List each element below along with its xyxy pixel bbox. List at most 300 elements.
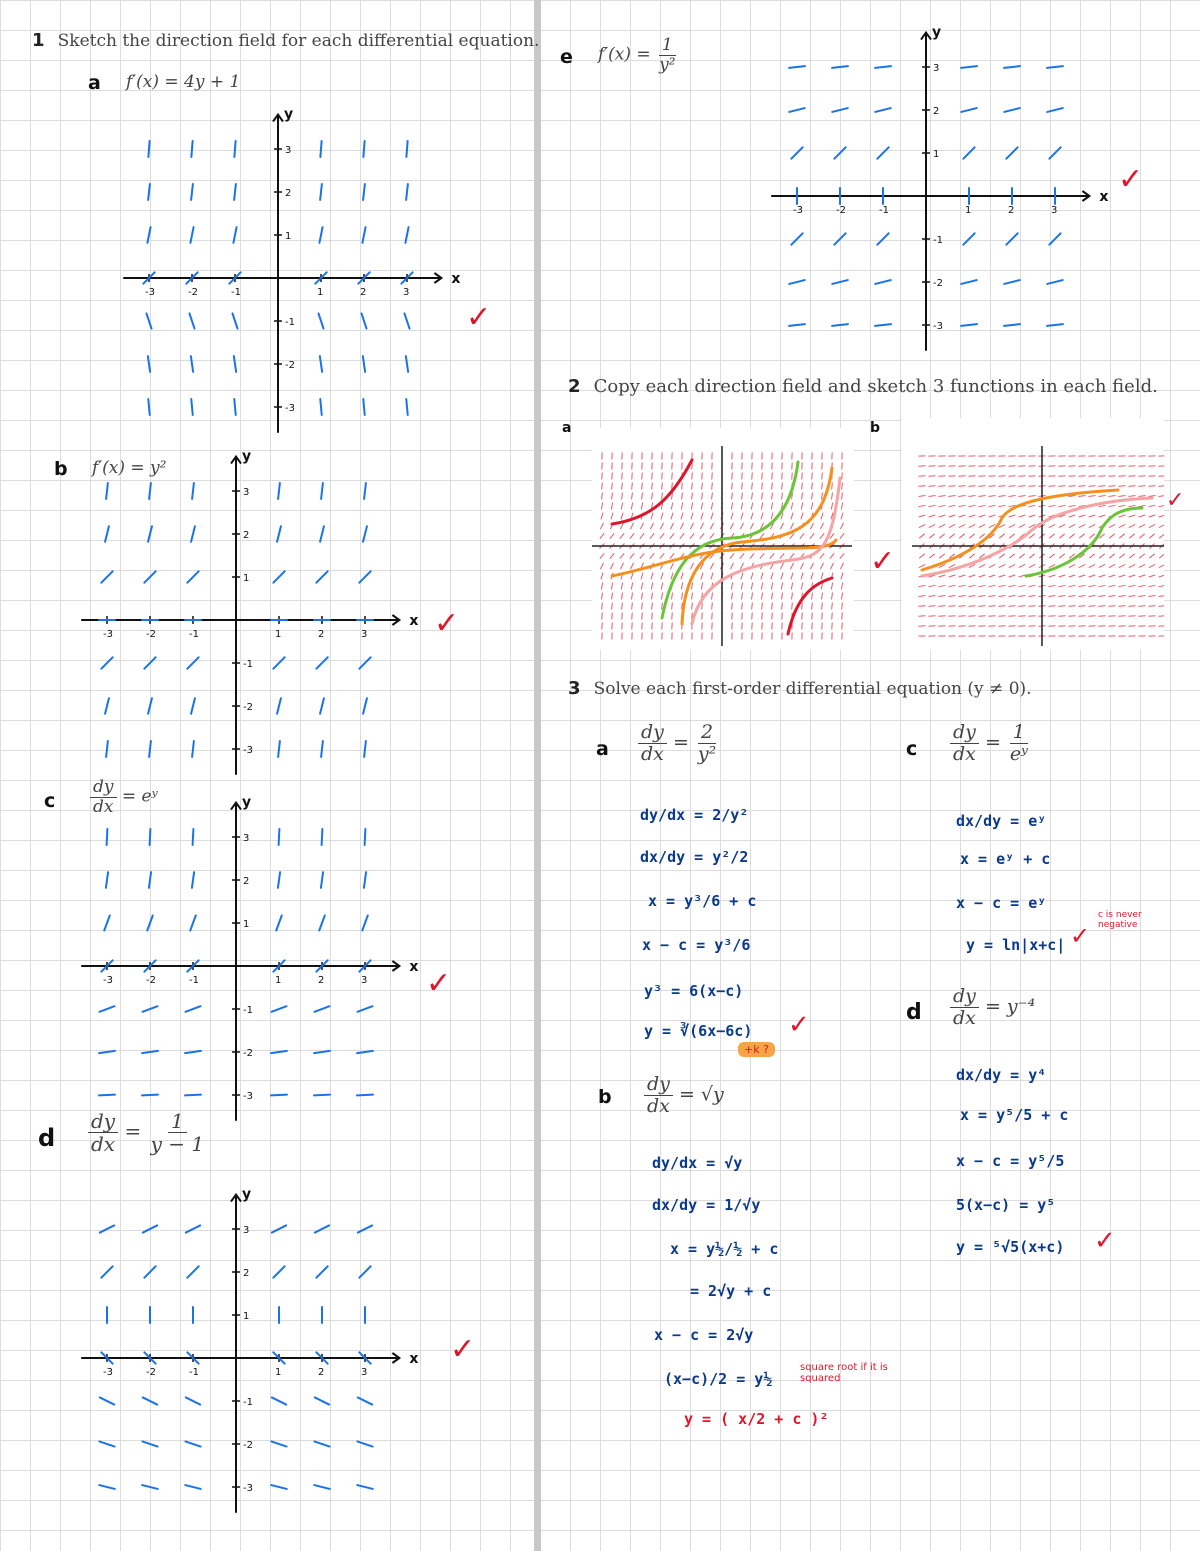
slope-mark	[712, 493, 713, 500]
slope-mark	[732, 493, 733, 500]
slope-mark	[622, 603, 623, 610]
slope-mark	[1059, 534, 1064, 538]
x-tick-label: -1	[879, 205, 889, 216]
slope-mark	[1079, 486, 1086, 487]
y-tick-label: 3	[243, 833, 250, 844]
slope-mark	[1029, 505, 1036, 506]
slope-mark	[680, 523, 683, 529]
slope-mark	[832, 493, 833, 500]
q3c-label: c	[906, 738, 918, 760]
slope-mark	[1159, 505, 1164, 506]
y-tick-label: -1	[243, 1397, 253, 1408]
q1d-equation: $\frac{dy}{dx}$ = $\frac{1}{y - 1}$	[88, 1110, 207, 1155]
slope-mark	[959, 524, 965, 527]
slope-mark	[1029, 476, 1036, 477]
slope-mark	[319, 915, 325, 930]
slope-mark	[359, 657, 370, 668]
slope-mark	[1139, 524, 1145, 527]
slope-mark	[1119, 564, 1125, 567]
slope-mark	[190, 915, 196, 930]
slope-mark	[780, 523, 783, 529]
slope-mark	[185, 1441, 200, 1446]
slope-mark	[1006, 147, 1017, 158]
slope-mark	[632, 493, 633, 500]
slope-mark	[989, 505, 996, 506]
checkmark-icon: ✓	[434, 606, 460, 641]
slope-mark	[832, 108, 848, 112]
slope-mark	[1029, 564, 1035, 567]
slope-mark	[840, 533, 844, 538]
slope-mark	[691, 513, 693, 520]
slope-mark	[1004, 108, 1020, 112]
slope-mark	[660, 553, 664, 558]
slope-mark	[782, 593, 783, 600]
slope-mark	[1149, 554, 1154, 558]
x-tick-label: -3	[103, 629, 113, 640]
slope-mark	[1004, 66, 1020, 68]
slope-mark	[929, 505, 936, 506]
slope-mark	[949, 524, 955, 527]
slope-mark	[999, 496, 1006, 497]
slope-mark	[314, 1095, 330, 1096]
slope-mark	[620, 553, 624, 558]
slope-mark	[772, 593, 773, 600]
slope-mark	[1079, 616, 1086, 617]
q3d-step-1: dx/dy = y⁴	[956, 1066, 1047, 1084]
slope-mark	[107, 829, 108, 845]
slope-mark	[1099, 616, 1106, 617]
slope-mark	[1109, 596, 1116, 597]
slope-mark	[782, 493, 783, 500]
q3d-step-4: 5(x−c) = y⁵	[956, 1196, 1056, 1214]
slope-mark	[147, 915, 153, 930]
slope-mark	[191, 184, 193, 200]
slope-mark	[939, 534, 944, 538]
q3b-equation: $\frac{dy}{dx}$ = √y	[644, 1074, 724, 1117]
slope-mark	[800, 533, 804, 538]
slope-mark	[185, 1485, 201, 1489]
slope-mark	[1079, 585, 1086, 586]
slope-mark	[652, 593, 653, 600]
q3c-step-1: dx/dy = eʸ	[956, 812, 1047, 830]
slope-mark	[1099, 505, 1106, 506]
slope-mark	[100, 1225, 114, 1232]
slope-mark	[1069, 505, 1076, 506]
slope-mark	[1129, 515, 1136, 517]
slope-mark	[641, 503, 642, 510]
slope-mark	[812, 593, 813, 600]
slope-mark	[949, 486, 956, 487]
slope-mark	[811, 573, 813, 580]
slope-mark	[612, 613, 613, 620]
slope-mark	[790, 553, 794, 558]
slope-mark	[652, 613, 653, 620]
slope-mark	[822, 593, 823, 600]
slope-mark	[949, 596, 956, 597]
y-tick-label: 1	[933, 149, 940, 160]
slope-mark	[832, 324, 848, 326]
q3b-step-3: x = y½/½ + c	[670, 1240, 779, 1258]
slope-mark	[979, 496, 986, 497]
slope-mark	[1159, 524, 1164, 527]
slope-mark	[632, 613, 633, 620]
slope-mark	[802, 493, 803, 500]
slope-mark	[650, 523, 653, 529]
slope-mark	[273, 1266, 284, 1277]
slope-mark	[822, 483, 823, 490]
slope-mark	[1099, 564, 1105, 567]
slope-mark	[949, 496, 956, 497]
slope-mark	[752, 473, 753, 480]
slope-mark	[191, 356, 193, 372]
slope-mark	[1089, 515, 1096, 517]
slope-mark	[1049, 534, 1054, 538]
slope-mark	[1129, 505, 1136, 506]
slope-mark	[632, 603, 633, 610]
slope-mark	[147, 227, 150, 243]
y-tick-label: 1	[243, 573, 250, 584]
q3a-step-5: y³ = 6(x−c)	[644, 982, 744, 1000]
slope-mark	[1049, 585, 1056, 586]
slope-mark	[632, 483, 633, 490]
q3d-step-2: x = y⁵/5 + c	[960, 1106, 1069, 1124]
slope-mark	[1109, 505, 1116, 506]
slope-mark	[105, 698, 109, 714]
q3a-step-2: dx/dy = y²/2	[640, 848, 749, 866]
slope-mark	[771, 503, 772, 510]
slope-mark	[314, 1485, 330, 1489]
slope-mark	[732, 613, 733, 620]
slope-mark	[1049, 554, 1054, 558]
slope-mark	[731, 583, 732, 590]
slope-mark	[661, 583, 662, 590]
y-tick-label: 2	[285, 188, 292, 199]
slope-mark	[989, 575, 996, 577]
q1c-label: c	[44, 790, 56, 812]
slope-mark	[630, 523, 633, 529]
slope-mark	[631, 583, 632, 590]
slope-mark	[822, 493, 823, 500]
slope-mark	[105, 526, 109, 542]
slope-mark	[710, 563, 713, 569]
y-tick-label: 2	[933, 106, 940, 117]
slope-mark	[919, 496, 926, 497]
solution-curve	[922, 498, 1152, 576]
slope-mark	[929, 554, 934, 558]
slope-mark	[1059, 476, 1066, 477]
slope-mark	[362, 915, 368, 930]
slope-mark	[1129, 616, 1136, 617]
slope-mark	[321, 872, 323, 888]
slope-mark	[771, 513, 773, 520]
checkmark-icon: ✓	[466, 300, 492, 335]
slope-mark	[148, 141, 149, 157]
slope-mark	[406, 356, 408, 372]
y-tick-label: 1	[243, 919, 250, 930]
slope-mark	[999, 505, 1006, 506]
slope-mark	[1159, 554, 1164, 558]
q3b-step-2: dx/dy = 1/√y	[652, 1196, 761, 1214]
slope-mark	[1119, 505, 1126, 506]
solution-curve	[788, 578, 832, 634]
slope-mark	[631, 573, 633, 580]
slope-mark	[961, 280, 977, 284]
slope-mark	[802, 613, 803, 620]
slope-mark	[929, 476, 936, 477]
slope-mark	[742, 483, 743, 490]
slope-mark	[790, 563, 793, 569]
slope-mark	[760, 553, 764, 558]
slope-mark	[148, 399, 149, 415]
q1-header: 1 Sketch the direction field for each differential equation.	[32, 30, 540, 51]
slope-mark	[601, 503, 602, 510]
slope-mark	[1079, 534, 1084, 538]
slope-mark	[802, 483, 803, 490]
slope-mark	[989, 486, 996, 487]
slope-mark	[789, 280, 805, 284]
slope-mark	[929, 606, 936, 607]
q1e-label: e	[560, 46, 573, 68]
slope-mark	[277, 526, 281, 542]
slope-mark	[363, 184, 365, 200]
slope-mark	[989, 564, 995, 567]
y-tick-label: -2	[285, 360, 295, 371]
q1e-equation: f′(x) = $\frac{1}{\text{y²}}$	[598, 35, 676, 75]
slope-mark	[801, 583, 802, 590]
slope-mark	[149, 741, 151, 757]
slope-mark	[1049, 524, 1055, 527]
slope-mark	[1029, 554, 1034, 558]
slope-mark	[601, 573, 603, 580]
slope-mark	[1139, 476, 1146, 477]
slope-mark	[712, 483, 713, 490]
slope-mark	[989, 606, 996, 607]
slope-mark	[875, 280, 891, 284]
slope-mark	[357, 1441, 372, 1446]
slope-mark	[146, 313, 151, 328]
slope-mark	[919, 554, 924, 558]
q2-header: 2 Copy each direction field and sketch 3 functions in each field.	[568, 376, 1158, 397]
slope-mark	[919, 524, 925, 527]
slope-mark	[1139, 515, 1146, 517]
slope-mark	[801, 513, 803, 520]
slope-mark	[621, 513, 623, 520]
q1c-equation: $\frac{dy}{dx}$ = eʸ	[90, 778, 158, 816]
q3b-step-5: x − c = 2√y	[654, 1326, 754, 1344]
slope-mark	[1079, 606, 1086, 607]
checkmark-icon: ✓	[788, 1010, 810, 1040]
slope-mark	[792, 593, 793, 600]
slope-mark	[1089, 476, 1096, 477]
slope-mark	[612, 603, 613, 610]
slope-mark	[1099, 476, 1106, 477]
slope-mark	[929, 534, 934, 538]
slope-mark	[712, 593, 713, 600]
slope-mark	[185, 1006, 200, 1012]
slope-mark	[1059, 585, 1066, 586]
slope-mark	[740, 523, 743, 529]
slope-mark	[875, 66, 891, 68]
slope-mark	[999, 476, 1006, 477]
checkmark-icon: ✓	[1070, 922, 1091, 950]
y-tick-label: -3	[285, 403, 295, 414]
slope-mark	[810, 523, 813, 529]
slope-mark	[1089, 596, 1096, 597]
slope-mark	[364, 483, 366, 499]
slope-mark	[841, 503, 842, 510]
slope-mark	[801, 503, 802, 510]
slope-mark	[1139, 554, 1144, 558]
slope-mark	[789, 108, 805, 112]
slope-mark	[650, 533, 654, 538]
q1d-direction-field	[86, 1186, 419, 1500]
slope-mark	[821, 513, 823, 520]
slope-mark	[821, 573, 823, 580]
slope-mark	[621, 583, 622, 590]
q3b-step-4: = 2√y + c	[690, 1282, 772, 1300]
slope-mark	[142, 1095, 158, 1096]
slope-mark	[1089, 564, 1095, 567]
slope-mark	[1089, 575, 1096, 577]
slope-mark	[1019, 496, 1026, 497]
slope-mark	[959, 476, 966, 477]
slope-mark	[810, 533, 814, 538]
x-tick-label: 3	[1051, 205, 1058, 216]
slope-mark	[702, 603, 703, 610]
slope-mark	[640, 523, 643, 529]
slope-mark	[357, 1095, 373, 1096]
slope-mark	[919, 596, 926, 597]
slope-mark	[1119, 486, 1126, 487]
slope-mark	[611, 503, 612, 510]
slope-mark	[959, 606, 966, 607]
slope-mark	[642, 613, 643, 620]
slope-mark	[1009, 596, 1016, 597]
q1b-equation: f′(x) = y²	[92, 458, 167, 478]
slope-mark	[611, 583, 612, 590]
slope-mark	[742, 473, 743, 480]
slope-mark	[1149, 496, 1156, 497]
slope-mark	[949, 476, 956, 477]
slope-mark	[672, 473, 673, 480]
x-tick-label: 1	[965, 205, 972, 216]
slope-mark	[359, 1266, 370, 1277]
slope-mark	[314, 1006, 329, 1012]
slope-mark	[692, 603, 693, 610]
slope-mark	[193, 829, 194, 845]
y-axis-label: y	[242, 1186, 252, 1203]
slope-mark	[830, 563, 833, 569]
slope-mark	[278, 741, 280, 757]
slope-mark	[961, 324, 977, 326]
y-tick-label: 2	[243, 530, 250, 541]
slope-mark	[919, 486, 926, 487]
q3a-label: a	[596, 738, 609, 760]
y-tick-label: 3	[243, 487, 250, 498]
slope-mark	[712, 473, 713, 480]
slope-mark	[989, 616, 996, 617]
slope-mark	[1159, 575, 1164, 577]
slope-mark	[792, 473, 793, 480]
slope-mark	[939, 596, 946, 597]
slope-mark	[233, 227, 236, 243]
slope-mark	[612, 493, 613, 500]
slope-mark	[999, 554, 1004, 558]
slope-mark	[1029, 596, 1036, 597]
slope-mark	[1099, 596, 1106, 597]
slope-mark	[632, 473, 633, 480]
q2b-graph	[902, 418, 1164, 650]
slope-mark	[1009, 496, 1016, 497]
slope-mark	[365, 829, 366, 845]
slope-mark	[149, 872, 151, 888]
slope-mark	[670, 533, 674, 538]
slope-mark	[929, 496, 936, 497]
slope-mark	[1019, 554, 1024, 558]
slope-mark	[601, 583, 602, 590]
slope-mark	[321, 741, 323, 757]
slope-mark	[1119, 616, 1126, 617]
slope-mark	[1059, 616, 1066, 617]
slope-mark	[939, 524, 945, 527]
slope-mark	[741, 583, 742, 590]
slope-mark	[1029, 486, 1036, 487]
slope-mark	[1009, 564, 1015, 567]
slope-mark	[1129, 554, 1134, 558]
slope-mark	[751, 503, 752, 510]
slope-mark	[612, 593, 613, 600]
slope-mark	[602, 483, 603, 490]
slope-mark	[611, 513, 613, 520]
y-tick-label: -3	[243, 745, 253, 756]
slope-mark	[672, 603, 673, 610]
slope-mark	[621, 503, 622, 510]
slope-mark	[969, 486, 976, 487]
slope-mark	[802, 603, 803, 610]
slope-mark	[144, 1266, 155, 1277]
slope-mark	[1109, 476, 1116, 477]
q3-header: 3 Solve each first-order differential equation (y ≠ 0).	[568, 678, 1032, 699]
slope-mark	[672, 593, 673, 600]
x-tick-label: 3	[361, 975, 368, 986]
slope-mark	[600, 523, 603, 529]
slope-mark	[1049, 486, 1056, 487]
slope-mark	[672, 613, 673, 620]
slope-mark	[969, 575, 976, 577]
slope-mark	[731, 513, 733, 520]
slope-mark	[762, 473, 763, 480]
slope-mark	[1009, 616, 1016, 617]
slope-mark	[142, 1006, 157, 1012]
slope-mark	[192, 872, 194, 888]
slope-mark	[406, 141, 407, 157]
slope-mark	[681, 573, 683, 580]
slope-mark	[1089, 496, 1096, 497]
q3d-step-3: x − c = y⁵/5	[956, 1152, 1065, 1170]
slope-mark	[1099, 486, 1106, 487]
slope-mark	[919, 616, 926, 617]
slope-mark	[750, 553, 754, 558]
slope-mark	[1079, 596, 1086, 597]
slope-mark	[272, 1397, 286, 1404]
slope-mark	[681, 503, 682, 510]
slope-mark	[1029, 606, 1036, 607]
q1e-direction-field	[780, 24, 1110, 340]
slope-mark	[234, 356, 236, 372]
slope-mark	[1004, 280, 1020, 284]
slope-mark	[610, 563, 613, 569]
slope-mark	[782, 613, 783, 620]
